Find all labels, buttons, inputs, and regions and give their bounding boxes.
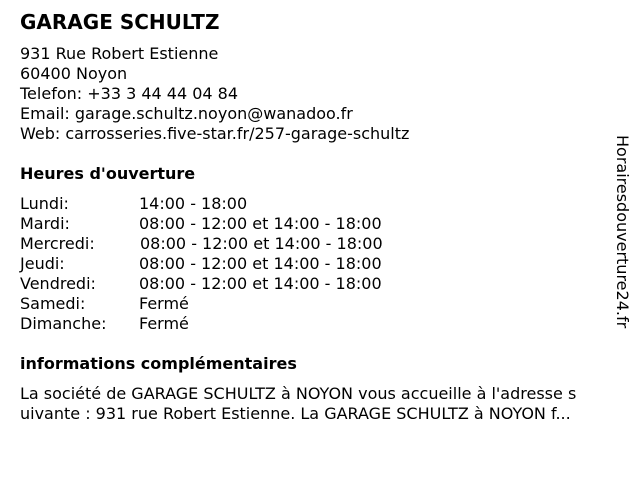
time-value: 08:00 - 12:00 et 14:00 - 18:00 [139,214,382,233]
time-value: 08:00 - 12:00 et 14:00 - 18:00 [139,274,382,293]
day-label: Mercredi: [20,234,95,253]
time-value: Fermé [139,294,189,313]
info-line: La société de GARAGE SCHULTZ à NOYON vous accueille à l'adresse s [20,384,577,403]
phone-number[interactable]: Telefon: +33 3 44 44 04 84 [20,84,239,103]
time-value: Fermé [139,314,189,333]
day-label: Dimanche: [20,314,107,333]
address-street: 931 Rue Robert Estienne [20,44,219,63]
day-label: Vendredi: [20,274,96,293]
day-label: Jeudi: [20,254,65,273]
opening-hours-heading: Heures d'ouverture [20,164,196,183]
time-value: 08:00 - 12:00 et 14:00 - 18:00 [139,254,382,273]
additional-info-heading: informations complémentaires [20,354,297,373]
time-value: 14:00 - 18:00 [139,194,248,213]
website-link[interactable]: Web: carrosseries.five-star.fr/257-garage-schultz [20,124,410,143]
business-name: GARAGE SCHULTZ [20,10,220,34]
additional-info-text [20,384,632,424]
time-value: 08:00 - 12:00 et 14:00 - 18:00 [140,234,383,253]
email-address[interactable]: Email: garage.schultz.noyon@wanadoo.fr [20,104,353,123]
day-label: Lundi: [20,194,69,213]
info-line: uivante : 931 rue Robert Estienne. La GARAGE SCHULTZ à NOYON f... [20,404,571,423]
site-watermark: Horairesdouverture24.fr [613,135,632,329]
day-label: Samedi: [20,294,86,313]
address-city: 60400 Noyon [20,64,128,83]
day-label: Mardi: [20,214,70,233]
contact-block [20,44,409,144]
